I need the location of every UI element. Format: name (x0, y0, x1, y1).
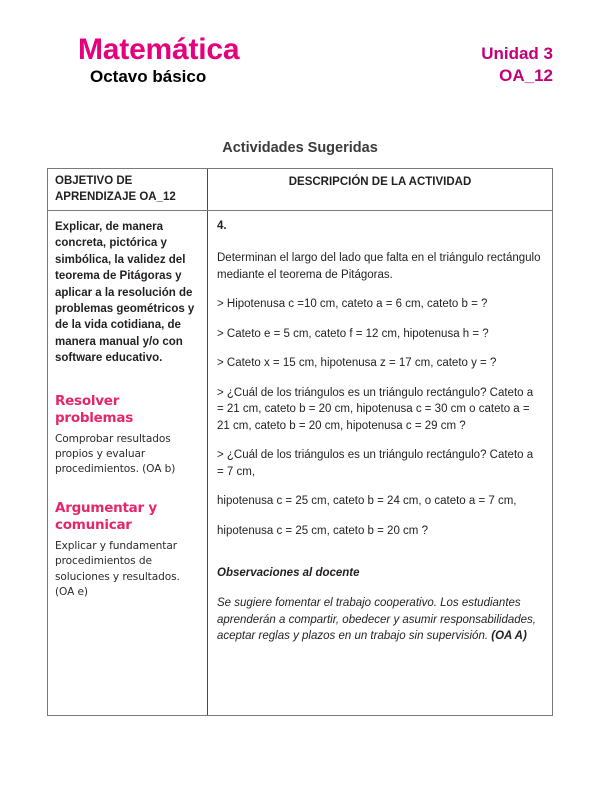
table-body-row (48, 211, 552, 715)
activity-item: > ¿Cuál de los triángulos es un triángulo rectángulo? Cateto a = 21 cm, cateto b = 20 cm, hipotenusa c = 30 cm o cateto a = 21 cm, cateto b = 20 cm, hipotenusa c = 29 cm ? (217, 386, 534, 432)
table-header-cell-description (208, 169, 552, 210)
masthead-right (481, 43, 553, 87)
observations-title: Observaciones al docente (217, 567, 360, 579)
activity-intro: Determinan el largo del lado que falta en el triángulo rectángulo mediante el teorema de Pitágoras. (217, 252, 541, 281)
section-heading: Actividades Sugeridas (222, 140, 378, 156)
grade-subtitle: Octavo básico (90, 67, 207, 86)
skill-block-argumentar-comunicar (55, 500, 200, 601)
activity-item: > Cateto x = 15 cm, hipotenusa z = 17 cm, cateto y = ? (217, 357, 497, 369)
unit-label: Unidad 3 (481, 44, 553, 63)
observations-body (217, 595, 543, 645)
activity-item: hipotenusa c = 25 cm, cateto b = 24 cm, o cateto a = 7 cm, (217, 495, 517, 507)
activities-table (47, 168, 553, 716)
subject-title: Matemática (78, 33, 240, 66)
activity-item: > Hipotenusa c =10 cm, cateto a = 6 cm, cateto b = ? (217, 298, 488, 310)
activity-item: > ¿Cuál de los triángulos es un triángulo rectángulo? Cateto a = 7 cm, (217, 449, 534, 478)
header-label-objective: OBJETIVO DE APRENDIZAJE OA_12 (55, 175, 176, 203)
activity-number: 4. (217, 220, 227, 232)
oa-code-label: OA_12 (499, 66, 553, 85)
observations-body-text: Se sugiere fomentar el trabajo cooperativo. Los estudiantes aprenderán a compartir, obedecer y asumir responsabilidades, aceptar reglas y plazos en un trabajo sin supervisión. (217, 597, 536, 642)
header-label-description: DESCRIPCIÓN DE LA ACTIVIDAD (288, 176, 472, 188)
activity-item: > Cateto e = 5 cm, cateto f = 12 cm, hipotenusa h = ? (217, 327, 489, 340)
masthead (47, 34, 553, 96)
skill-description: Explicar y fundamentar procedimientos de soluciones y resultados. (OA e) (55, 539, 180, 599)
masthead-left (78, 34, 239, 87)
observations-body-emphasis: (OA A) (491, 630, 527, 642)
activity-item: hipotenusa c = 25 cm, cateto b = 20 cm ? (217, 524, 428, 537)
skill-title: Argumentar y comunicar (55, 499, 157, 533)
table-cell-description (208, 211, 552, 715)
skill-title: Resolver problemas (55, 392, 134, 426)
table-cell-objective (48, 211, 208, 715)
table-header-row (48, 169, 552, 211)
skill-description: Comprobar resultados propios y evaluar procedimientos. (OA b) (55, 432, 176, 476)
table-header-cell-objective (48, 169, 208, 210)
objective-text: Explicar, de manera concreta, pictórica y simbólica, la validez del teorema de Pitágoras y aplicar a la resolución de problemas geométricos y de la vida cotidiana, de manera manual y/o con software educativo. (55, 221, 195, 365)
skill-block-resolver-problemas (55, 393, 200, 478)
spacer (217, 539, 543, 565)
